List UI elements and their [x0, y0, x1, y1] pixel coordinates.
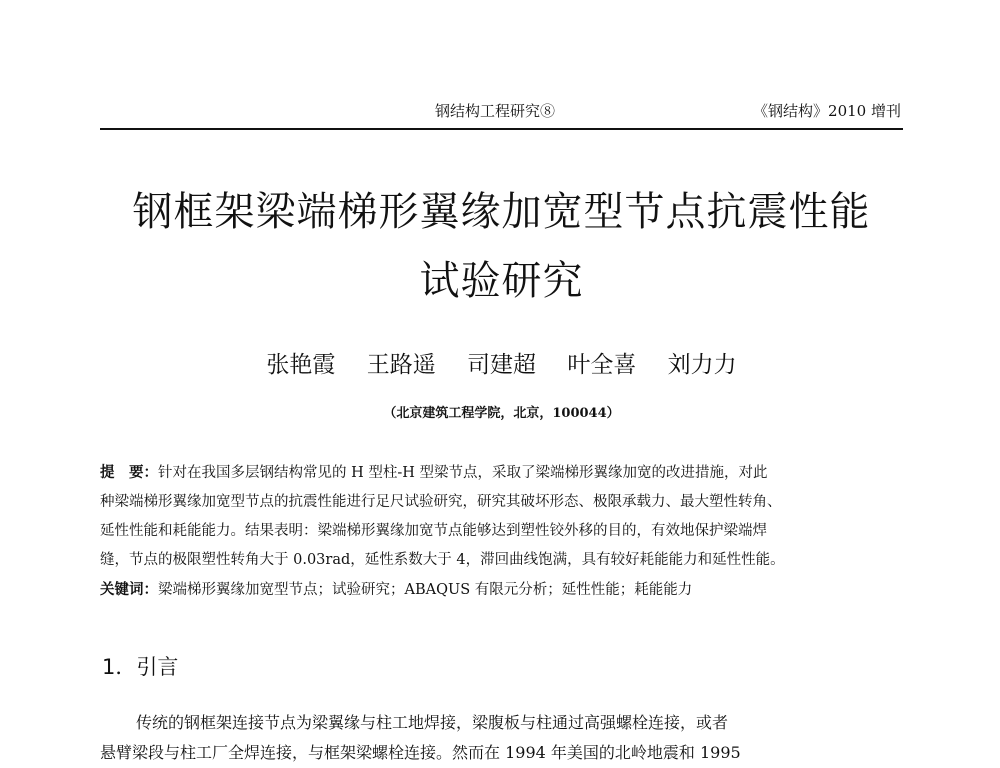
- abstract-line: 缝，节点的极限塑性转角大于 0.03rad，延性系数大于 4，滞回曲线饱满，具有较好耗能能力和延性性能。: [100, 552, 785, 568]
- author: 叶全喜: [567, 352, 637, 378]
- author: 刘力力: [667, 352, 737, 378]
- section-heading: [102, 651, 178, 681]
- running-header: [100, 98, 903, 130]
- abstract-line: [100, 458, 903, 488]
- keywords-label: 关键词：: [100, 581, 158, 598]
- series-label: 钢结构工程研究⑧: [435, 102, 556, 120]
- section-title-text: 引言: [136, 655, 179, 679]
- abstract-label: 提 要：: [100, 464, 158, 481]
- paper-title-line-1: 钢框架梁端梯形翼缘加宽型节点抗震性能: [132, 189, 871, 235]
- keywords-text: 梁端梯形翼缘加宽型节点；试验研究；ABAQUS 有限元分析；延性性能；耗能能力: [158, 582, 693, 598]
- abstract-text: 针对在我国多层钢结构常见的 H 型柱-H 型梁节点，采取了梁端梯形翼缘加宽的改进措施，对此: [158, 465, 768, 481]
- abstract-line: 延性性能和耗能能力。结果表明：梁端梯形翼缘加宽节点能够达到塑性铰外移的目的，有效地保护梁端焊: [100, 523, 767, 539]
- body-line: 传统的钢框架连接节点为梁翼缘与柱工地焊接，梁腹板与柱通过高强螺栓连接，或者: [136, 713, 729, 732]
- keywords-line: [100, 575, 903, 605]
- affiliation: （北京建筑工程学院，北京，100044）: [383, 406, 620, 421]
- abstract: [100, 458, 903, 605]
- author-list: [100, 346, 903, 379]
- body-line: 悬臂梁段与柱工厂全焊连接，与框架梁螺栓连接。然而在 1994 年美国的北岭地震和 1995: [100, 743, 741, 762]
- author: 王路遥: [366, 352, 436, 378]
- author: 司建超: [467, 352, 536, 378]
- abstract-line: 种梁端梯形翼缘加宽型节点的抗震性能进行足尺试验研究，研究其破坏形态、极限承载力、最大塑性转角、: [100, 494, 782, 510]
- body-text: [100, 708, 903, 768]
- paper-title-line-2: 试验研究: [419, 258, 584, 304]
- journal-label: 《钢结构》2010 增刊: [753, 102, 901, 120]
- section-number: 1．: [102, 655, 137, 679]
- author: 张艳霞: [266, 352, 336, 378]
